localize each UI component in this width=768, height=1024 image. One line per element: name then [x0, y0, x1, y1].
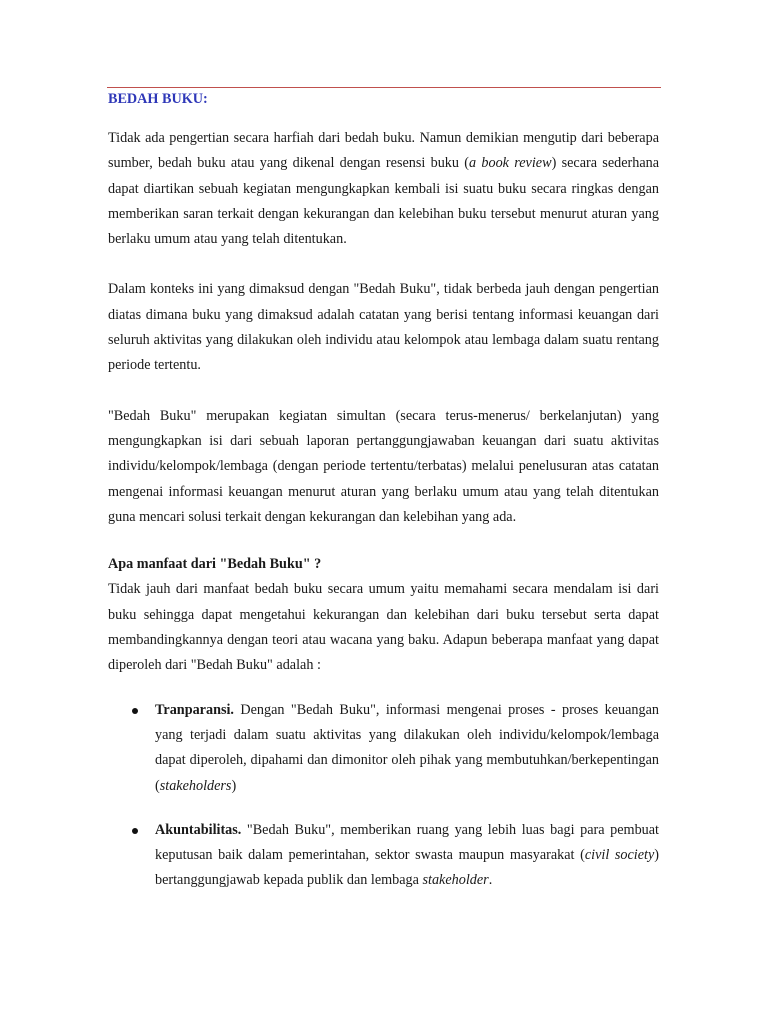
list-item-text: .	[488, 872, 493, 889]
paragraph-text: Tidak ada pengertian secara harfiah dari bedah buku. Namun demikian mengutip dari beberapa sumber, bedah buku atau yang dikenal dengan resensi buku (	[108, 130, 659, 172]
emphasis-text: a book review	[469, 155, 552, 172]
paragraph-definition	[108, 126, 659, 252]
paragraph-text: ) secara sederhana dapat diartikan sebuah kegiatan mengungkapkan kembali isi suatu buku secara ringkas dengan memberikan saran terkait dengan kekurangan dan kelebihan buku tersebut menurut aturan yang berlaku umum atau yang telah ditentukan.	[108, 155, 660, 248]
header-rule	[107, 87, 661, 88]
paragraph-context: Dalam konteks ini yang dimaksud dengan "Bedah Buku", tidak berbeda jauh dengan pengertian diatas dimana buku yang dimaksud adalah catatan yang berisi tentang informasi keuangan dari seluruh aktivitas yang dilakukan oleh individu atau kelompok atau lembaga dalam suatu rentang periode tertentu.	[108, 281, 659, 374]
list-item	[108, 818, 659, 894]
benefits-list	[108, 698, 659, 894]
bullet-icon	[132, 828, 138, 834]
list-item-text: "Bedah Buku", memberikan ruang yang lebih luas bagi para pembuat keputusan baik dalam pemerintahan, sektor swasta maupun masyarakat (	[155, 821, 659, 864]
list-item-text: )	[231, 777, 237, 794]
paragraph-benefits-intro: Tidak jauh dari manfaat bedah buku secara umum yaitu memahami secara mendalam isi dari buku sehingga dapat mengetahui kekurangan dan kelebihan dari buku tersebut serta dapat membandingkannya dengan teori atau wacana yang baku. Adapun beberapa manfaat yang dapat diperoleh dari "Bedah Buku" adalah :	[108, 581, 659, 674]
list-item-term: Tranparansi.	[155, 701, 234, 718]
list-item-text: Dengan "Bedah Buku", informasi mengenai proses - proses keuangan yang terjadi dalam suatu aktivitas yang dilakukan oleh individu/kelompok/lembaga dapat diperoleh, dipahami dan dimonitor oleh pihak yang membutuhkan/berkepentingan (	[155, 701, 659, 794]
emphasis-text: stakeholder	[422, 872, 489, 889]
question-heading: Apa manfaat dari "Bedah Buku" ?	[108, 556, 322, 573]
emphasis-text: civil society	[584, 847, 655, 864]
list-item-term: Akuntabilitas.	[155, 821, 242, 838]
document-body	[108, 89, 659, 894]
bullet-icon	[132, 708, 138, 714]
paragraph-simultaneous: "Bedah Buku" merupakan kegiatan simultan (secara terus-menerus/ berkelanjutan) yang mengungkapkan isi dari sebuah laporan pertanggungjawaban keuangan dari suatu aktivitas individu/kelompok/lembaga (dengan periode tertentu/terbatas) melalui penelusuran atas catatan mengenai informasi keuangan menurut aturan yang berlaku umum atau yang telah ditentukan guna mencari solusi terkait dengan kekurangan dan kelebihan yang ada.	[108, 407, 659, 525]
list-item	[108, 698, 659, 799]
list-item-text: ) bertanggungjawab kepada publik dan lembaga	[155, 847, 660, 889]
emphasis-text: stakeholders	[159, 777, 232, 794]
section-heading: BEDAH BUKU:	[108, 91, 208, 107]
